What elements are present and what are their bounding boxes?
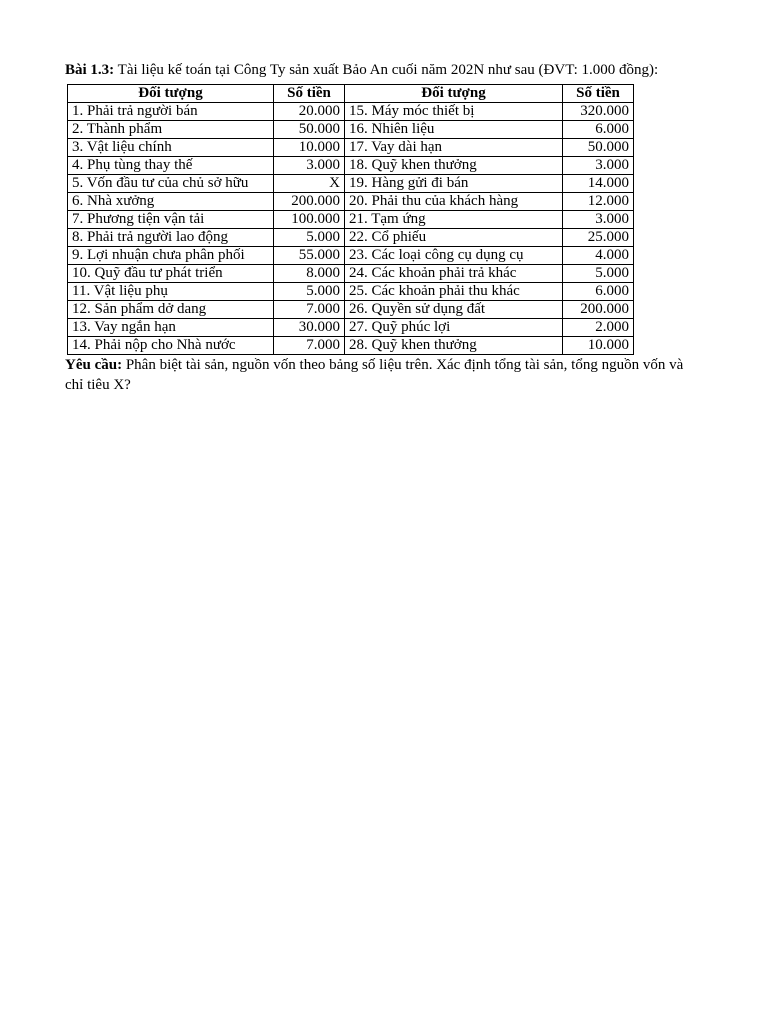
exercise-intro bbox=[65, 60, 705, 80]
table-header-row bbox=[68, 85, 634, 103]
table-row bbox=[68, 175, 634, 193]
amount-left: 20.000 bbox=[274, 103, 345, 121]
item-right: 22. Cổ phiếu bbox=[345, 229, 563, 247]
amount-right: 3.000 bbox=[563, 157, 634, 175]
amount-left: 100.000 bbox=[274, 211, 345, 229]
item-left: 7. Phương tiện vận tải bbox=[68, 211, 274, 229]
requirement-text bbox=[65, 355, 705, 395]
item-left: 6. Nhà xưởng bbox=[68, 193, 274, 211]
amount-right: 320.000 bbox=[563, 103, 634, 121]
amount-right: 3.000 bbox=[563, 211, 634, 229]
amount-left: 10.000 bbox=[274, 139, 345, 157]
item-right: 24. Các khoản phải trả khác bbox=[345, 265, 563, 283]
amount-left: 8.000 bbox=[274, 265, 345, 283]
item-left: 13. Vay ngắn hạn bbox=[68, 319, 274, 337]
amount-left: 5.000 bbox=[274, 283, 345, 301]
header-amount-right: Số tiền bbox=[563, 85, 634, 103]
amount-left: 3.000 bbox=[274, 157, 345, 175]
amount-left: 55.000 bbox=[274, 247, 345, 265]
item-left: 10. Quỹ đầu tư phát triển bbox=[68, 265, 274, 283]
amount-right: 200.000 bbox=[563, 301, 634, 319]
amount-right: 2.000 bbox=[563, 319, 634, 337]
header-object-left: Đối tượng bbox=[68, 85, 274, 103]
table-row bbox=[68, 319, 634, 337]
item-right: 27. Quỹ phúc lợi bbox=[345, 319, 563, 337]
table-row bbox=[68, 211, 634, 229]
table-row bbox=[68, 157, 634, 175]
item-left: 2. Thành phẩm bbox=[68, 121, 274, 139]
accounting-table bbox=[67, 84, 634, 355]
item-left: 11. Vật liệu phụ bbox=[68, 283, 274, 301]
amount-right: 10.000 bbox=[563, 337, 634, 355]
amount-right: 5.000 bbox=[563, 265, 634, 283]
amount-right: 14.000 bbox=[563, 175, 634, 193]
table-row bbox=[68, 247, 634, 265]
item-left: 9. Lợi nhuận chưa phân phối bbox=[68, 247, 274, 265]
amount-left: 30.000 bbox=[274, 319, 345, 337]
item-left: 3. Vật liệu chính bbox=[68, 139, 274, 157]
amount-left: X bbox=[274, 175, 345, 193]
table-row bbox=[68, 121, 634, 139]
amount-right: 12.000 bbox=[563, 193, 634, 211]
table-row bbox=[68, 265, 634, 283]
table-row bbox=[68, 301, 634, 319]
amount-left: 50.000 bbox=[274, 121, 345, 139]
requirement-body: Phân biệt tài sản, nguồn vốn theo bảng số liệu trên. Xác định tổng tài sản, tổng nguồn vốn và chỉ tiêu X? bbox=[65, 357, 684, 393]
exercise-text: Tài liệu kế toán tại Công Ty sản xuất Bảo An cuối năm 202N như sau (ĐVT: 1.000 đồng): bbox=[114, 62, 659, 78]
item-right: 23. Các loại công cụ dụng cụ bbox=[345, 247, 563, 265]
item-left: 14. Phải nộp cho Nhà nước bbox=[68, 337, 274, 355]
item-left: 1. Phải trả người bán bbox=[68, 103, 274, 121]
document-page bbox=[65, 60, 705, 395]
item-right: 25. Các khoản phải thu khác bbox=[345, 283, 563, 301]
table-row bbox=[68, 193, 634, 211]
amount-right: 25.000 bbox=[563, 229, 634, 247]
table-row bbox=[68, 337, 634, 355]
amount-right: 4.000 bbox=[563, 247, 634, 265]
table-row bbox=[68, 229, 634, 247]
item-right: 26. Quyền sử dụng đất bbox=[345, 301, 563, 319]
table-row bbox=[68, 139, 634, 157]
item-right: 15. Máy móc thiết bị bbox=[345, 103, 563, 121]
table-row bbox=[68, 283, 634, 301]
header-object-right: Đối tượng bbox=[345, 85, 563, 103]
amount-right: 6.000 bbox=[563, 121, 634, 139]
item-right: 21. Tạm ứng bbox=[345, 211, 563, 229]
item-right: 28. Quỹ khen thưởng bbox=[345, 337, 563, 355]
amount-right: 50.000 bbox=[563, 139, 634, 157]
item-left: 8. Phải trả người lao động bbox=[68, 229, 274, 247]
table-body bbox=[68, 103, 634, 355]
exercise-label: Bài 1.3: bbox=[65, 62, 115, 78]
item-left: 4. Phụ tùng thay thế bbox=[68, 157, 274, 175]
amount-left: 200.000 bbox=[274, 193, 345, 211]
item-right: 16. Nhiên liệu bbox=[345, 121, 563, 139]
amount-left: 5.000 bbox=[274, 229, 345, 247]
amount-left: 7.000 bbox=[274, 301, 345, 319]
item-right: 19. Hàng gửi đi bán bbox=[345, 175, 563, 193]
item-right: 18. Quỹ khen thưởng bbox=[345, 157, 563, 175]
item-left: 5. Vốn đầu tư của chủ sở hữu bbox=[68, 175, 274, 193]
requirement-label: Yêu cầu: bbox=[65, 357, 123, 373]
header-amount-left: Số tiền bbox=[274, 85, 345, 103]
amount-right: 6.000 bbox=[563, 283, 634, 301]
item-right: 17. Vay dài hạn bbox=[345, 139, 563, 157]
item-right: 20. Phải thu của khách hàng bbox=[345, 193, 563, 211]
item-left: 12. Sản phẩm dở dang bbox=[68, 301, 274, 319]
table-row bbox=[68, 103, 634, 121]
amount-left: 7.000 bbox=[274, 337, 345, 355]
